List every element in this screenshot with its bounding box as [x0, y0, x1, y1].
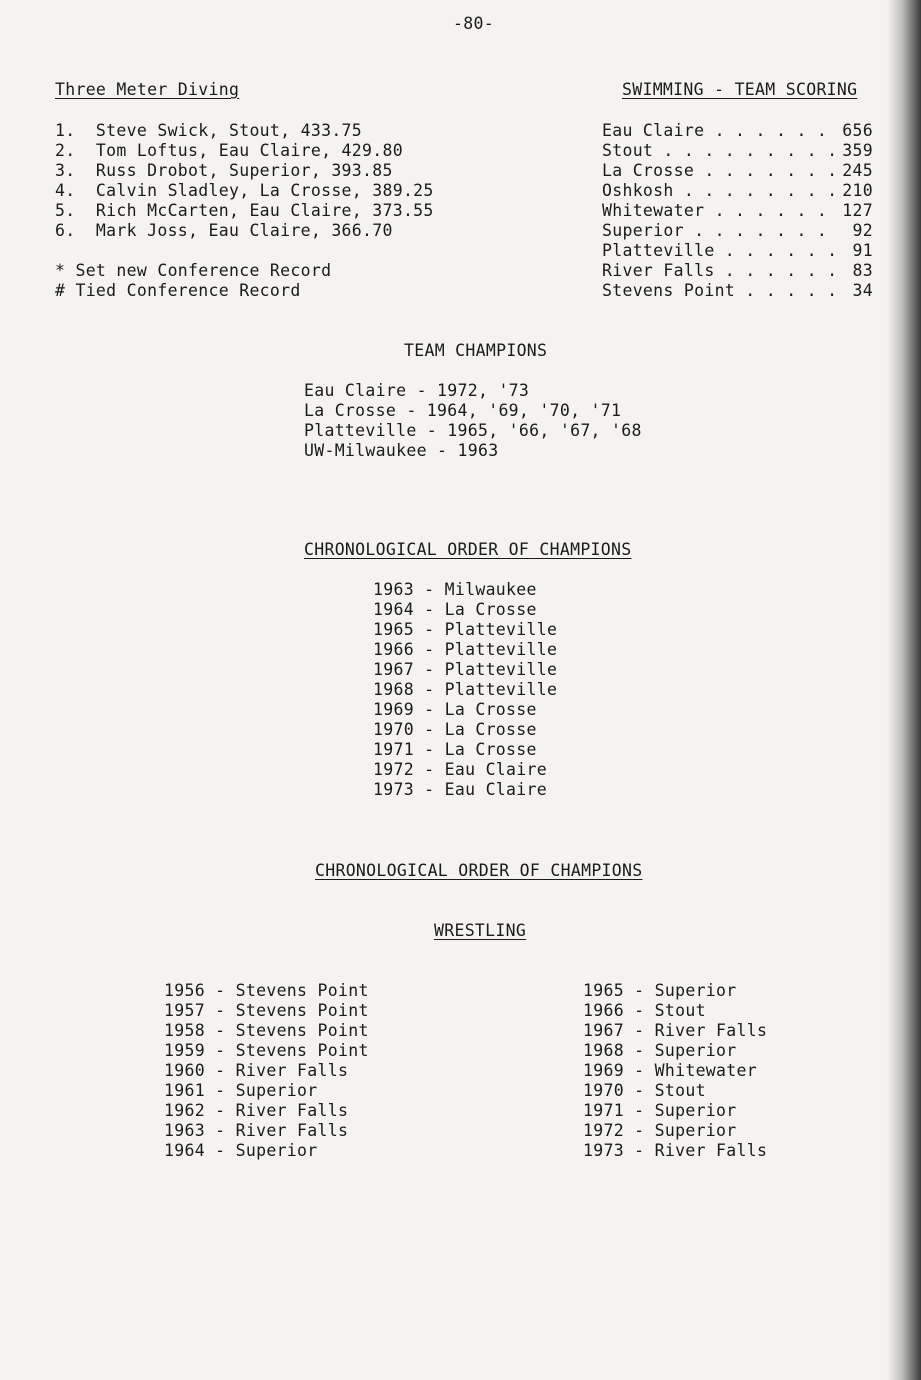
chronology-line: 1970 - La Crosse	[373, 720, 537, 739]
scoring-team: Stevens Point . . . . .	[602, 281, 838, 300]
chronology-line: 1972 - Eau Claire	[373, 760, 547, 779]
scoring-team: Oshkosh . . . . . . . .	[602, 181, 838, 200]
scoring-value: 34	[852, 281, 873, 300]
champion-line: La Crosse - 1964, '69, '70, '71	[304, 401, 622, 420]
wrestling-champion-right: 1970 - Stout	[583, 1081, 706, 1100]
wrestling-champion-right: 1969 - Whitewater	[583, 1061, 757, 1080]
scoring-team: Superior . . . . . . .	[602, 221, 828, 240]
scoring-team: Eau Claire . . . . . .	[602, 121, 828, 140]
wrestling-champion-right: 1973 - River Falls	[583, 1141, 768, 1160]
chronology-line: 1968 - Platteville	[373, 680, 558, 699]
wrestling-champion-left: 1962 - River Falls	[164, 1101, 349, 1120]
scoring-value: 83	[852, 261, 873, 280]
wrestling-champion-left: 1958 - Stevens Point	[164, 1021, 369, 1040]
chronology-line: 1971 - La Crosse	[373, 740, 537, 759]
scoring-team: Stout . . . . . . . . .	[602, 141, 838, 160]
wrestling-champion-right: 1972 - Superior	[583, 1121, 737, 1140]
chronology-line: 1969 - La Crosse	[373, 700, 537, 719]
diving-entry: 2. Tom Loftus, Eau Claire, 429.80	[55, 141, 403, 160]
scoring-team: Whitewater . . . . . .	[602, 201, 828, 220]
wrestling-champion-left: 1964 - Superior	[164, 1141, 318, 1160]
diving-title: Three Meter Diving	[55, 80, 240, 99]
record-note: # Tied Conference Record	[55, 281, 301, 300]
wrestling-champion-right: 1965 - Superior	[583, 981, 737, 1000]
champion-line: Eau Claire - 1972, '73	[304, 381, 530, 400]
chronology-line: 1964 - La Crosse	[373, 600, 537, 619]
wrestling-chronology-title: CHRONOLOGICAL ORDER OF CHAMPIONS	[315, 861, 643, 880]
team-champions-title: TEAM CHAMPIONS	[404, 341, 548, 360]
wrestling-subtitle: WRESTLING	[434, 921, 527, 940]
wrestling-champion-left: 1959 - Stevens Point	[164, 1041, 369, 1060]
wrestling-champion-right: 1967 - River Falls	[583, 1021, 768, 1040]
wrestling-champion-left: 1961 - Superior	[164, 1081, 318, 1100]
wrestling-champion-left: 1963 - River Falls	[164, 1121, 349, 1140]
champion-line: Platteville - 1965, '66, '67, '68	[304, 421, 642, 440]
page-edge-shadow	[887, 0, 921, 1380]
scoring-team: River Falls . . . . . .	[602, 261, 838, 280]
diving-entry: 6. Mark Joss, Eau Claire, 366.70	[55, 221, 393, 240]
diving-entry: 1. Steve Swick, Stout, 433.75	[55, 121, 363, 140]
wrestling-champion-right: 1966 - Stout	[583, 1001, 706, 1020]
diving-entry: 5. Rich McCarten, Eau Claire, 373.55	[55, 201, 434, 220]
scoring-team: La Crosse . . . . . . .	[602, 161, 838, 180]
wrestling-champion-left: 1957 - Stevens Point	[164, 1001, 369, 1020]
chronology-line: 1965 - Platteville	[373, 620, 558, 639]
page-number: -80-	[453, 14, 494, 33]
diving-entry: 3. Russ Drobot, Superior, 393.85	[55, 161, 393, 180]
scoring-value: 210	[842, 181, 873, 200]
scoring-value: 127	[842, 201, 873, 220]
scoring-value: 91	[852, 241, 873, 260]
team-scoring-title: SWIMMING - TEAM SCORING	[622, 80, 858, 99]
champion-line: UW-Milwaukee - 1963	[304, 441, 499, 460]
chronology-line: 1966 - Platteville	[373, 640, 558, 659]
chronology-line: 1967 - Platteville	[373, 660, 558, 679]
scoring-value: 359	[842, 141, 873, 160]
wrestling-champion-right: 1971 - Superior	[583, 1101, 737, 1120]
scoring-value: 656	[842, 121, 873, 140]
scoring-value: 92	[852, 221, 873, 240]
diving-entry: 4. Calvin Sladley, La Crosse, 389.25	[55, 181, 434, 200]
wrestling-champion-right: 1968 - Superior	[583, 1041, 737, 1060]
scoring-team: Platteville . . . . . .	[602, 241, 838, 260]
record-note: * Set new Conference Record	[55, 261, 332, 280]
chronology-line: 1973 - Eau Claire	[373, 780, 547, 799]
chronology-line: 1963 - Milwaukee	[373, 580, 537, 599]
swim-chronology-title: CHRONOLOGICAL ORDER OF CHAMPIONS	[304, 540, 632, 559]
wrestling-champion-left: 1956 - Stevens Point	[164, 981, 369, 1000]
wrestling-champion-left: 1960 - River Falls	[164, 1061, 349, 1080]
scoring-value: 245	[842, 161, 873, 180]
